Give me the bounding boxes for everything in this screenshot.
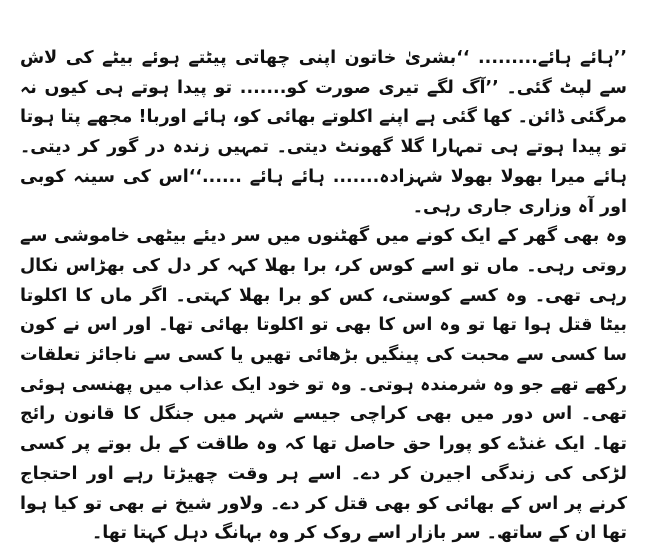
paragraph-1: ’’ہائے ہائے......... ‘‘بشریٰ خاتون اپنی چھاتی پیٹتے ہوئے بیٹے کی لاش سے لپٹ گئی۔ ’’آگ لگے تیری صورت کو....... تو پیدا ہوتے ہی کیوں نہ مرگئی ڈائن۔ کھا گئی ہے اپنے اکلوتے بھائی کو، ہائے اوربا! مجھے پتا ہوتا تو پیدا ہوتے ہی تمہارا گلا گھونٹ دیتی۔ تمہیں زندہ در گور کر دیتی۔ ہائے میرا بھولا بھولا شہزادہ....... ہائے ہائے ......‘‘اس کی سینہ کوبی اور آہ وزاری جاری رہی۔ xyxy=(20,48,627,217)
paragraph-2: وہ بھی گھر کے ایک کونے میں گھٹنوں میں سر دیئے بیٹھی خاموشی سے روتی رہی۔ ماں تو اسے کوس کر، برا بھلا کہہ کر دل کی بھڑاس نکال رہی تھی۔ وہ کسے کوستی، کس کو برا بھلا کہتی۔ اگر ماں کا اکلوتا بیٹا قتل ہوا تھا تو وہ اس کا بھی تو اکلوتا بھائی تھا۔ اور اس نے کون سا کسی سے محبت کی پینگیں بڑھائی تھیں یا کسی سے ناجائز تعلقات رکھے تھے جو وہ شرمندہ ہوتی۔ وہ تو خود ایک عذاب میں پھنسی ہوئی تھی۔ اس دور میں بھی کراچی جیسے شہر میں جنگل کا قانون رائج تھا۔ ایک غنڈے کو پورا حق حاصل تھا کہ وہ طاقت کے بل بوتے پر کسی لڑکی کی زندگی اجیرن کر دے۔ اسے ہر وقت چھیڑتا رہے اور احتجاج کرنے پر اس کے بھائی کو بھی قتل کر دے۔ ولاور شیخ نے بھی تو کیا ہوا تھا ان کے ساتھ۔ سر بازار اسے روک کر وہ بہانگ دہل کہتا تھا۔ xyxy=(20,226,627,544)
